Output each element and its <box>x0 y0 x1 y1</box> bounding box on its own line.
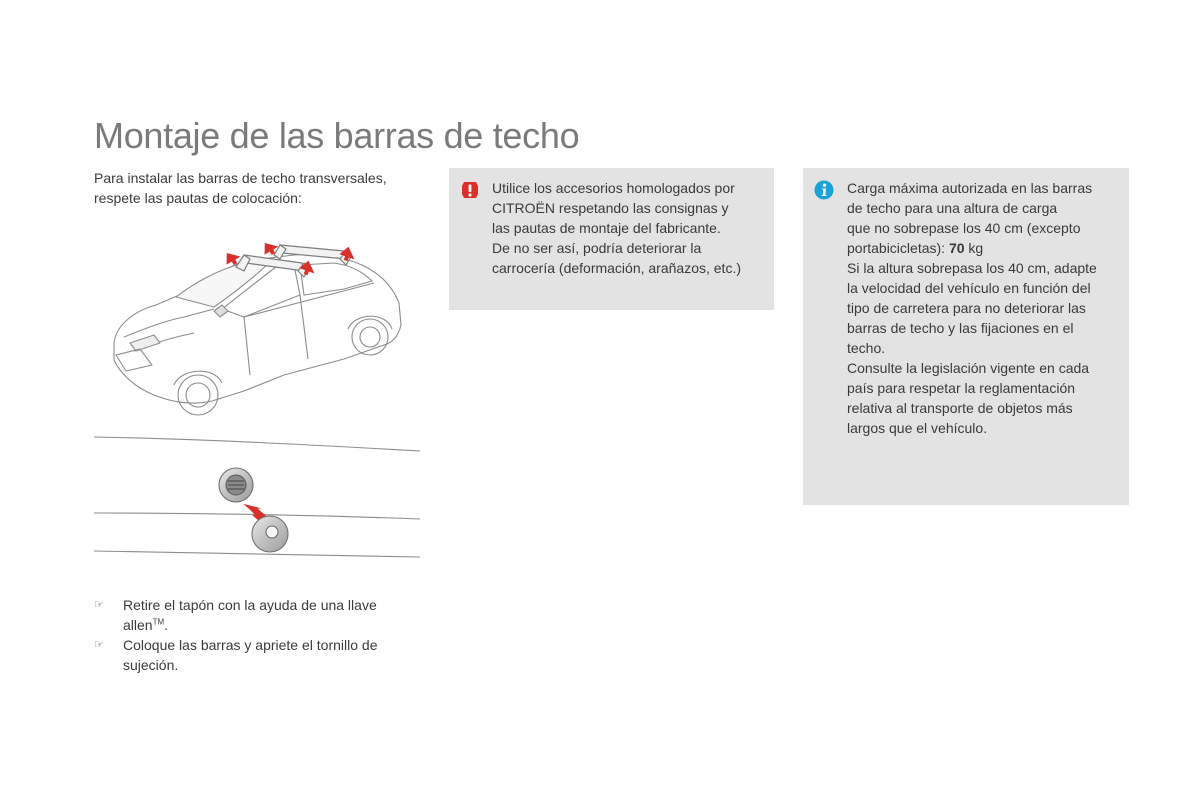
max-load-value: 70 <box>948 240 965 256</box>
intro-line: Para instalar las barras de techo transversales, <box>94 170 387 186</box>
info-line: barras de techo y las fijaciones en el <box>847 320 1074 336</box>
step-text-cont: sujeción. <box>123 657 179 673</box>
info-line: relativa al transporte de objetos más <box>847 400 1073 416</box>
warning-line: De no ser así, podría deteriorar la <box>492 240 702 256</box>
list-item <box>94 635 424 675</box>
step-text: Coloque las barras y apriete el tornillo de <box>123 637 378 653</box>
warning-exclamation-icon <box>460 180 480 200</box>
warning-line: las pautas de montaje del fabricante. <box>492 220 721 236</box>
info-line: tipo de carretera para no deteriorar las <box>847 300 1086 316</box>
info-box <box>803 168 1129 505</box>
page-title: Montaje de las barras de techo <box>94 115 580 156</box>
info-line: Consulte la legislación vigente en cada <box>847 360 1090 376</box>
intro-line: respete las pautas de colocación: <box>94 190 302 206</box>
warning-box <box>449 168 774 310</box>
trademark-sup: TM <box>152 617 165 627</box>
info-line: largos que el vehículo. <box>847 420 988 436</box>
info-line: Si la altura sobrepasa los 40 cm, adapte <box>847 260 1097 276</box>
car-roof-bars-illustration <box>94 225 424 570</box>
warning-text <box>492 178 772 278</box>
info-line: que no sobrepase los 40 cm (excepto <box>847 220 1081 236</box>
warning-line: CITROËN respetando las consignas y <box>492 200 729 216</box>
step-text-cont: allen™. <box>123 617 169 633</box>
pointing-hand-icon: ☞ <box>94 639 104 651</box>
info-icon <box>814 180 834 200</box>
warning-line: carrocería (deformación, arañazos, etc.) <box>492 260 741 276</box>
info-text <box>847 178 1127 438</box>
warning-line: Utilice los accesorios homologados por <box>492 180 735 196</box>
info-line: techo. <box>847 340 886 356</box>
info-line: país para respetar la reglamentación <box>847 380 1076 396</box>
steps-list <box>94 595 424 675</box>
info-line: la velocidad del vehículo en función del <box>847 280 1091 296</box>
list-item <box>94 595 424 635</box>
info-line: Carga máxima autorizada en las barras <box>847 180 1093 196</box>
info-line-load: portabicicletas): 70 kg <box>847 240 984 256</box>
step-text: Retire el tapón con la ayuda de una llave <box>123 597 377 613</box>
pointing-hand-icon: ☞ <box>94 599 104 611</box>
car-roof-bars-diagram-icon <box>94 225 424 570</box>
info-line: de techo para una altura de carga <box>847 200 1058 216</box>
intro-text <box>94 168 424 208</box>
